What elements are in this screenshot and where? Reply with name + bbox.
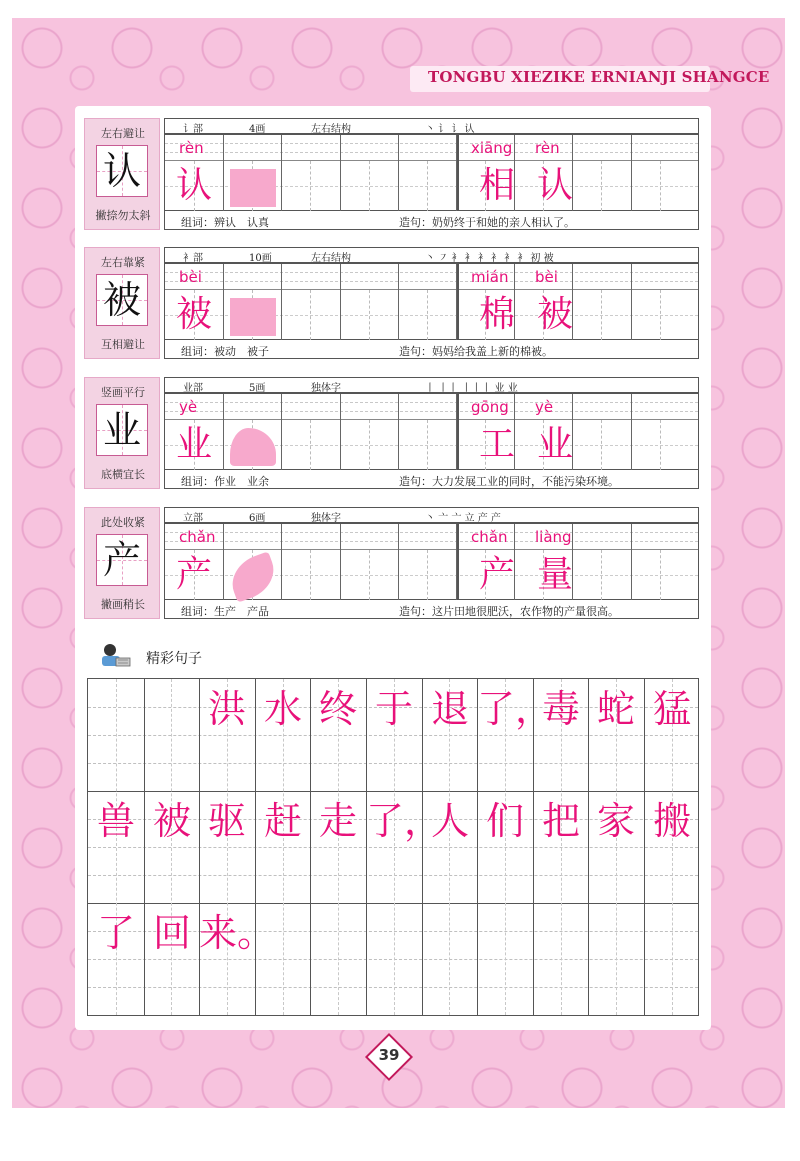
sentence-character: 来。 (199, 911, 276, 955)
word-pinyin-1: chǎn (471, 528, 508, 546)
grid-divider (457, 264, 459, 340)
practice-grid (164, 377, 699, 489)
pinyin-guide (165, 402, 698, 403)
grid-line (281, 394, 282, 470)
sentence-character: 们 (485, 799, 524, 843)
stroke-order: 丶 讠 讠 认 (425, 124, 475, 135)
model-character-box (96, 145, 148, 197)
structure: 左右结构 (311, 253, 351, 264)
model-character: 产 (102, 538, 141, 582)
sentence-character: 搬 (652, 799, 691, 843)
character-entry (84, 377, 699, 489)
stroke-count: 4画 (249, 124, 266, 135)
word-pinyin-2: liàng (535, 528, 572, 546)
character-card (84, 247, 160, 359)
practice-grid (164, 507, 699, 619)
info-row (165, 378, 698, 394)
word-pinyin-2: yè (535, 398, 554, 416)
grid-guide (427, 420, 428, 470)
grid-guide (660, 161, 661, 211)
grid-line (631, 394, 632, 470)
pinyin: bèi (179, 268, 202, 286)
usage-row (165, 211, 698, 231)
grid-line (631, 135, 632, 211)
word-examples: 组词：生产 产品 (181, 605, 269, 618)
model-character-box (96, 534, 148, 586)
tip-top: 竖画平行 (101, 386, 145, 399)
trace-mark (230, 169, 276, 207)
stroke-order: 丶 ㇇ 衤 衤 衤 衤 衤 衤 初 被 (425, 253, 554, 264)
word-pinyin-2: rèn (535, 139, 560, 157)
pinyin-row (165, 264, 698, 290)
practice-character: 产 (175, 554, 212, 595)
page-number: 39 (378, 1046, 400, 1064)
grid-guide (369, 420, 370, 470)
pinyin: yè (179, 398, 198, 416)
word-pinyin-1: gōng (471, 398, 509, 416)
practice-grid (164, 247, 699, 359)
tip-bottom: 撇画稍长 (101, 598, 145, 611)
sentence-character: 洪 (207, 687, 246, 731)
word-examples: 组词：被动 被子 (181, 345, 269, 358)
grid-guide (88, 763, 698, 764)
info-row (165, 119, 698, 135)
grid-guide (601, 550, 602, 600)
word-character-2: 量 (536, 554, 573, 595)
stroke-order: 丨 丨丨 丨丨丨 业 业 (425, 383, 518, 394)
sentence-character: 毒 (541, 687, 580, 731)
word-character-1: 棉 (478, 294, 515, 335)
sentence-character: 了， (477, 687, 554, 731)
student-writing-icon (98, 642, 132, 668)
pinyin-guide (165, 541, 698, 542)
sentence-character: 被 (152, 799, 191, 843)
tip-top: 左右靠紧 (101, 256, 145, 269)
sentence-character: 人 (430, 799, 469, 843)
sentence-character: 终 (318, 687, 357, 731)
sentence-example: 造句：奶奶终于和她的亲人相认了。 (399, 216, 575, 229)
sentence-character: 水 (263, 687, 302, 731)
grid-line (223, 394, 224, 470)
sentence-character: 了 (96, 911, 135, 955)
pinyin-guide (165, 152, 698, 153)
sentence-character: 驱 (207, 799, 246, 843)
sentence-grid (87, 678, 699, 1016)
pinyin-guide (165, 411, 698, 412)
sentence-character: 回 (152, 911, 191, 955)
sentence-character: 退 (430, 687, 469, 731)
structure: 左右结构 (311, 124, 351, 135)
tip-top: 左右避让 (101, 127, 145, 140)
grid-guide (660, 550, 661, 600)
radical: 讠部 (183, 124, 203, 135)
trace-mark (230, 298, 276, 336)
word-character-2: 业 (536, 424, 573, 465)
sentence-character: 走 (318, 799, 357, 843)
sentence-character: 赶 (263, 799, 302, 843)
radical: 业部 (183, 383, 203, 394)
model-character: 认 (102, 149, 141, 193)
word-examples: 组词：作业 业余 (181, 475, 269, 488)
sentence-character: 蛇 (596, 687, 635, 731)
usage-row (165, 600, 698, 620)
grid-guide (601, 290, 602, 340)
character-entry (84, 247, 699, 359)
word-examples: 组词：辨认 认真 (181, 216, 269, 229)
tip-bottom: 互相避让 (101, 338, 145, 351)
grid-guide (601, 420, 602, 470)
pinyin-row (165, 135, 698, 161)
character-entry (84, 118, 699, 230)
sentence-character: 于 (374, 687, 413, 731)
info-row (165, 508, 698, 524)
stroke-order: 丶 亠 亠 立 产 产 (425, 513, 501, 524)
grid-guide (310, 550, 311, 600)
usage-row (165, 340, 698, 360)
grid-guide (310, 420, 311, 470)
character-card (84, 507, 160, 619)
grid-line (398, 264, 399, 340)
sentence-character: 兽 (96, 799, 135, 843)
grid-guide (88, 987, 698, 988)
practice-character: 认 (175, 165, 212, 206)
grid-divider (457, 135, 459, 211)
sentence-example: 造句：大力发展工业的同时，不能污染环境。 (399, 475, 619, 488)
grid-guide (310, 290, 311, 340)
grid-line (281, 135, 282, 211)
character-card (84, 118, 160, 230)
structure: 独体字 (311, 383, 341, 394)
header-title: TONGBU XIEZIKE ERNIANJI SHANGCE (428, 68, 770, 86)
grid-line (398, 394, 399, 470)
sentence-character: 了， (366, 799, 443, 843)
model-character-box (96, 274, 148, 326)
grid-guide (427, 161, 428, 211)
grid-line (88, 903, 698, 904)
sentence-character: 把 (541, 799, 580, 843)
grid-guide (369, 161, 370, 211)
tip-bottom: 底横宜长 (101, 468, 145, 481)
grid-line (631, 524, 632, 600)
grid-guide (660, 420, 661, 470)
practice-character: 业 (175, 424, 212, 465)
grid-guide (88, 875, 698, 876)
grid-guide (660, 290, 661, 340)
grid-guide (369, 290, 370, 340)
practice-grid (164, 118, 699, 230)
pinyin: rèn (179, 139, 204, 157)
pinyin: chǎn (179, 528, 216, 546)
stroke-count: 5画 (249, 383, 266, 394)
grid-line (223, 524, 224, 600)
model-character: 业 (102, 408, 141, 452)
sentence-character: 家 (596, 799, 635, 843)
model-character: 被 (102, 278, 141, 322)
grid-line (340, 135, 341, 211)
word-pinyin-1: mián (471, 268, 509, 286)
grid-line (398, 135, 399, 211)
grid-line (223, 264, 224, 340)
sentence-example: 造句：这片田地很肥沃，农作物的产量很高。 (399, 605, 619, 618)
stroke-count: 10画 (249, 253, 272, 264)
grid-line (340, 524, 341, 600)
pinyin-guide (165, 272, 698, 273)
grid-guide (310, 161, 311, 211)
grid-line (340, 394, 341, 470)
grid-divider (457, 524, 459, 600)
pinyin-row (165, 394, 698, 420)
pinyin-guide (165, 281, 698, 282)
grid-line (223, 135, 224, 211)
word-pinyin-2: bèi (535, 268, 558, 286)
info-row (165, 248, 698, 264)
usage-row (165, 470, 698, 490)
sentence-example: 造句：妈妈给我盖上新的棉被。 (399, 345, 553, 358)
pinyin-guide (165, 143, 698, 144)
word-pinyin-1: xiāng (471, 139, 513, 157)
grid-guide (427, 290, 428, 340)
structure: 独体字 (311, 513, 341, 524)
grid-line (631, 264, 632, 340)
word-character-1: 产 (478, 554, 515, 595)
practice-character: 被 (175, 294, 212, 335)
grid-guide (369, 550, 370, 600)
word-character-1: 工 (478, 424, 515, 465)
tip-bottom: 撇捺勿太斜 (95, 209, 151, 222)
section-title: 精彩句子 (146, 651, 202, 667)
pinyin-row (165, 524, 698, 550)
pinyin-guide (165, 532, 698, 533)
character-entry (84, 507, 699, 619)
grid-guide (427, 550, 428, 600)
grid-line (398, 524, 399, 600)
grid-line (281, 524, 282, 600)
model-character-box (96, 404, 148, 456)
word-character-1: 相 (478, 165, 515, 206)
radical: 立部 (183, 513, 203, 524)
sentence-character: 猛 (652, 687, 691, 731)
grid-guide (601, 161, 602, 211)
word-character-2: 认 (536, 165, 573, 206)
radical: 衤部 (183, 253, 203, 264)
grid-line (281, 264, 282, 340)
grid-line (340, 264, 341, 340)
character-card (84, 377, 160, 489)
tip-top: 此处收紧 (101, 516, 145, 529)
grid-divider (457, 394, 459, 470)
word-character-2: 被 (536, 294, 573, 335)
stroke-count: 6画 (249, 513, 266, 524)
grid-line (88, 791, 698, 792)
